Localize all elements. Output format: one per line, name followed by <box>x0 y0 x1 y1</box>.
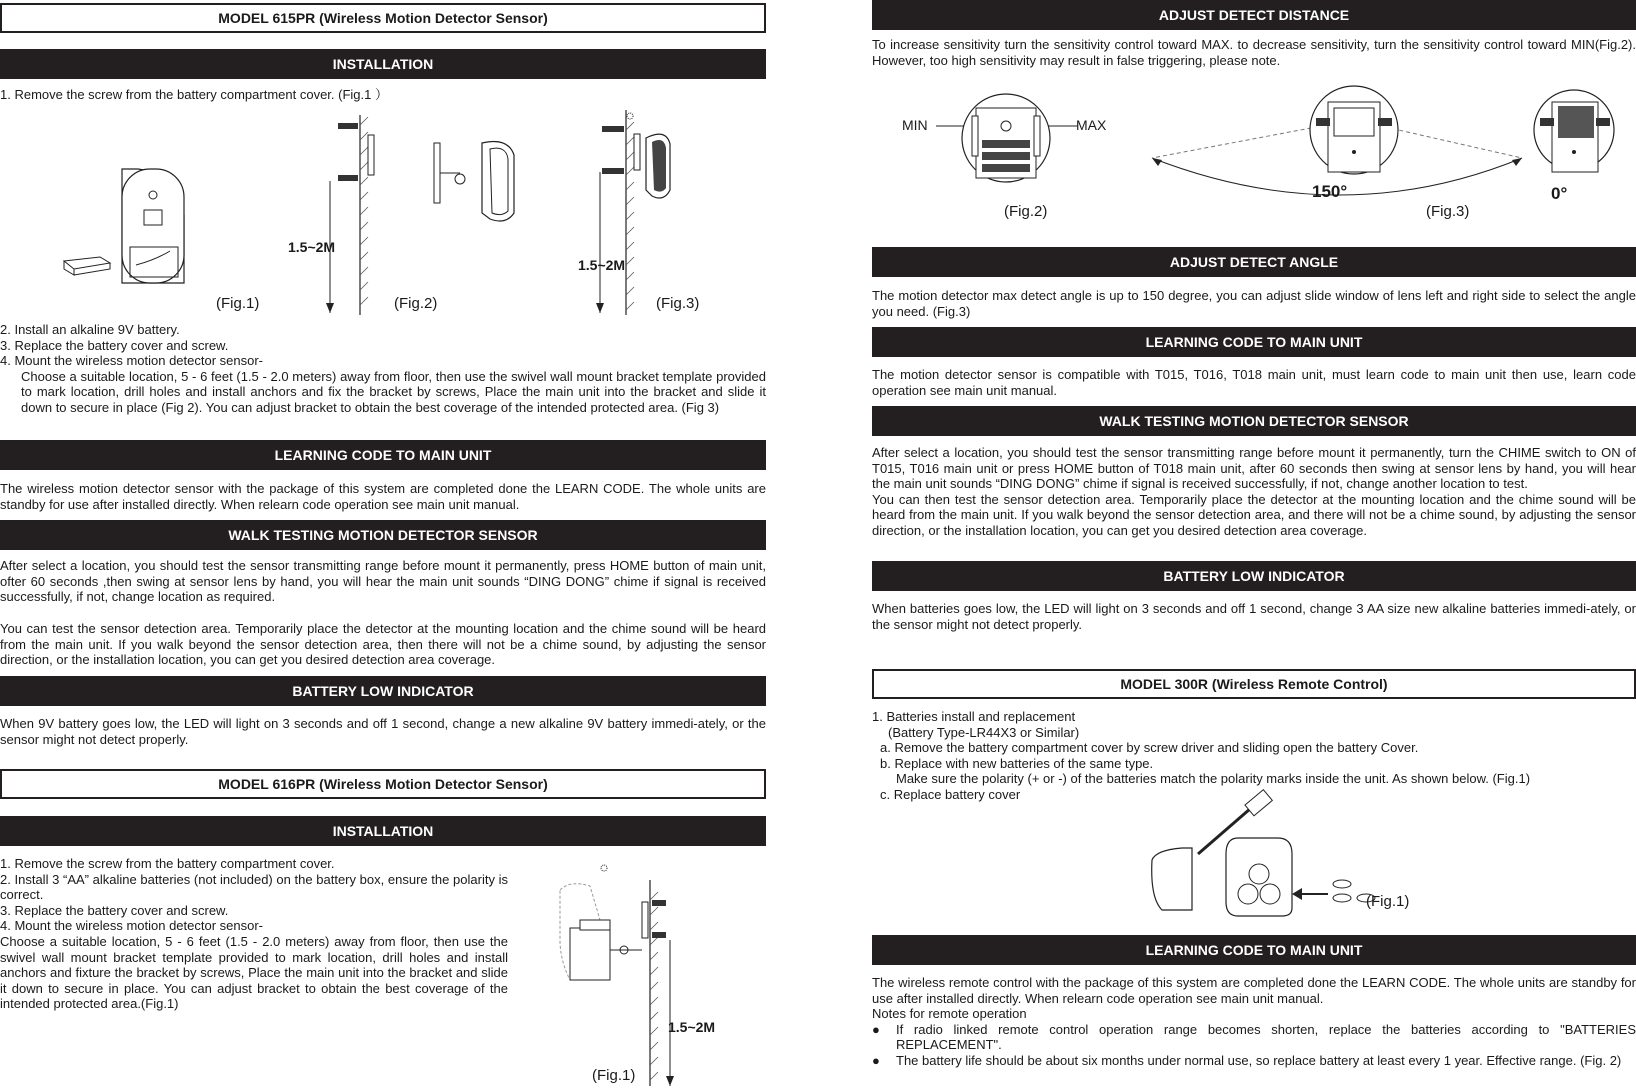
walk-testing-right-text-1: After select a location, you should test the sensor transmitting range before mount it permanently, turn the CHIME switch to ON of T015, T016 main unit or press HOME button of T018 main unit, after 60 seconds then swing at sensor lens by hand, you will hear the main unit sounds “DING DONG” chime if signal is received successfully, if not, change another location to test. <box>872 445 1636 492</box>
fig1-616-caption: (Fig.1) <box>592 1067 636 1084</box>
fig2-sensitivity-knob-illustration <box>936 92 1076 188</box>
walk-testing-text-2: You can test the sensor detection area. Temporarily place the detector at the mounting location and the chime sound will be heard from the main unit. If you walk beyond the sensor detection area, then there will not be a chime sound, by adjusting the sensor direction, or the installation location, you can get you desired detection area coverage. <box>0 621 766 668</box>
learning-code-right-text: The motion detector sensor is compatible with T015, T016, T018 main unit, must learn code to main unit then use, learn code operation see main unit manual. <box>872 367 1636 398</box>
learning-code-heading: LEARNING CODE TO MAIN UNIT <box>0 440 766 470</box>
installation-heading: INSTALLATION <box>0 49 766 79</box>
install-step-4: 4. Mount the wireless motion detector sensor- <box>0 353 264 369</box>
model-615pr-title: MODEL 615PR (Wireless Motion Detector Sensor) <box>0 3 766 33</box>
learning-code-right-heading: LEARNING CODE TO MAIN UNIT <box>872 327 1636 357</box>
angle-0-label: 0° <box>1551 184 1568 203</box>
fig3-detection-angle-illustration <box>1152 84 1622 194</box>
model-300r-title: MODEL 300R (Wireless Remote Control) <box>872 669 1636 699</box>
walk-testing-right-heading: WALK TESTING MOTION DETECTOR SENSOR <box>872 406 1636 436</box>
fig1-remote-caption: (Fig.1) <box>1366 893 1410 910</box>
fig3-height-label: 1.5~2M <box>578 257 626 273</box>
fig2-caption: (Fig.2) <box>394 295 438 312</box>
learning-code-remote-text: The wireless remote control with the package of this system are completed done the LEARN CODE. The whole units are standby for use after installed directly. When relearn code operation see main unit manual. <box>872 975 1636 1006</box>
fig3-caption: (Fig.3) <box>656 295 700 312</box>
install-616-steps <box>0 856 508 1012</box>
adjust-distance-text: To increase sensitivity turn the sensitivity control toward MAX. to decrease sensitivity, turn the sensitivity control toward MIN(Fig.2). However, too high sensitivity may result in false triggering, please note. <box>872 37 1636 68</box>
model-300r-instructions <box>872 709 1636 803</box>
fig1-caption: (Fig.1) <box>216 295 260 312</box>
fig1-sensor-battery-illustration <box>60 165 200 290</box>
battery-step-b-detail: Make sure the polarity (+ or -) of the batteries match the polarity marks inside the unit. As shown below. (Fig.1) <box>896 771 1531 787</box>
battery-install-line-1: 1. Batteries install and replacement <box>872 709 1076 724</box>
walk-testing-heading: WALK TESTING MOTION DETECTOR SENSOR <box>0 520 766 550</box>
fig1-616-wall-mount-illustration <box>560 860 690 1088</box>
fig2-height-label: 1.5~2M <box>288 239 336 255</box>
battery-low-right-heading: BATTERY LOW INDICATOR <box>872 561 1636 591</box>
installation-616-heading: INSTALLATION <box>0 816 766 846</box>
install-616-step-2: 2. Install 3 “AA” alkaline batteries (not included) on the battery box, ensure the polarity is correct. <box>0 871 508 903</box>
battery-step-c: c. Replace battery cover <box>880 786 1021 802</box>
model-616pr-title: MODEL 616PR (Wireless Motion Detector Sensor) <box>0 769 766 799</box>
battery-step-a: a. Remove the battery compartment cover by screw driver and sliding open the battery Cover. <box>880 740 1419 756</box>
install-616-step-4: 4. Mount the wireless motion detector sensor- <box>0 918 264 934</box>
fig1-616-height-label: 1.5~2M <box>668 1019 716 1035</box>
max-label: MAX <box>1076 117 1107 133</box>
fig2-distance-caption: (Fig.2) <box>1004 203 1048 220</box>
remote-note-1 <box>872 1022 1636 1053</box>
adjust-distance-heading: ADJUST DETECT DISTANCE <box>872 0 1636 30</box>
bullet-icon: ● <box>872 1021 880 1037</box>
remote-note-1-text: If radio linked remote control operation range becomes shorten, replace the batteries according to "BATTERIES REPLACEMENT". <box>896 1021 1636 1053</box>
install-616-step-4-detail: Choose a suitable location, 5 - 6 feet (1.5 - 2.0 meters) away from floor, then use the swivel wall mount bracket template provided to mark location, drill holes and install anchors and fixture the bracket by screws, Place the main unit into the bracket and slide it down to secure in place. You can adjust bracket to obtain the best coverage of the intended protected area.(Fig.1) <box>0 933 508 1012</box>
fig3-angle-caption: (Fig.3) <box>1426 203 1470 220</box>
learning-code-text: The wireless motion detector sensor with the package of this system are completed done the LEARN CODE. The whole units are standby for use after installed directly. When relearn code operation see main unit manual. <box>0 481 766 512</box>
install-step-4-detail: Choose a suitable location, 5 - 6 feet (1.5 - 2.0 meters) away from floor, then use the swivel wall mount bracket template provided to mark location, drill holes and install anchors and fix the bracket by screws, Place the main unit into the bracket and slide it down to secure in place (Fig 2). You can adjust bracket to obtain the best coverage of the intended protected area. (Fig 3) <box>21 368 766 415</box>
min-label: MIN <box>902 117 928 133</box>
learning-code-remote-heading: LEARNING CODE TO MAIN UNIT <box>872 935 1636 965</box>
install-616-step-1: 1. Remove the screw from the battery compartment cover. <box>0 856 335 871</box>
fig3-wall-mount-illustration <box>600 110 710 315</box>
fig2-wall-mount-illustration <box>330 115 550 315</box>
install-step-2: 2. Install an alkaline 9V battery. <box>0 322 180 337</box>
battery-low-text: When 9V battery goes low, the LED will light on 3 seconds and off 1 second, change a new alkaline 9V battery immedi-ately, or the sensor might not detect properly. <box>0 716 766 747</box>
adjust-angle-text: The motion detector max detect angle is up to 150 degree, you can adjust slide window of lens left and right side to select the angle you need. (Fig.3) <box>872 288 1636 319</box>
install-616-step-3: 3. Replace the battery cover and screw. <box>0 902 229 918</box>
install-steps-2-4 <box>0 322 766 416</box>
walk-testing-text-1: After select a location, you should test the sensor transmitting range before mount it permanently, press HOME button of main unit, ofter 60 seconds ,then swing at sensor lens by hand, you will hear the main unit sounds “DING DONG” chime if signal is received successfully, if not, change location as required. <box>0 558 766 605</box>
remote-note-2-text: The battery life should be about six months under normal use, so replace battery at least every 1 year. Effective range. (Fig. 2) <box>896 1052 1622 1068</box>
bullet-icon: ● <box>872 1052 880 1068</box>
adjust-angle-heading: ADJUST DETECT ANGLE <box>872 247 1636 277</box>
angle-150-label: 150° <box>1312 182 1348 201</box>
battery-step-b: b. Replace with new batteries of the same type. <box>880 755 1154 771</box>
install-step-3: 3. Replace the battery cover and screw. <box>0 337 229 353</box>
walk-testing-right-text <box>872 445 1636 539</box>
battery-low-right-text: When batteries goes low, the LED will light on 3 seconds and off 1 second, change 3 AA size new alkaline batteries immedi-ately, or the sensor might not detect properly. <box>872 601 1636 632</box>
battery-low-heading: BATTERY LOW INDICATOR <box>0 676 766 706</box>
remote-notes-title: Notes for remote operation <box>872 1006 1027 1022</box>
learning-code-remote-body <box>872 975 1636 1069</box>
walk-testing-right-text-2: You can then test the sensor detection area. Temporarily place the detector at the mounting location and the chime sound will be heard from the main unit. If you walk beyond the sensor detection area, and there will not be a chime sound, by adjusting the sensor direction, or the installation location, you can get you desired detection area coverage. <box>872 491 1636 538</box>
fig1-remote-battery-illustration <box>1142 798 1402 916</box>
battery-type-line: (Battery Type-LR44X3 or Similar) <box>888 724 1080 740</box>
remote-note-2 <box>872 1053 1636 1069</box>
install-step-1: 1. Remove the screw from the battery compartment cover. (Fig.1 ） <box>0 87 388 102</box>
